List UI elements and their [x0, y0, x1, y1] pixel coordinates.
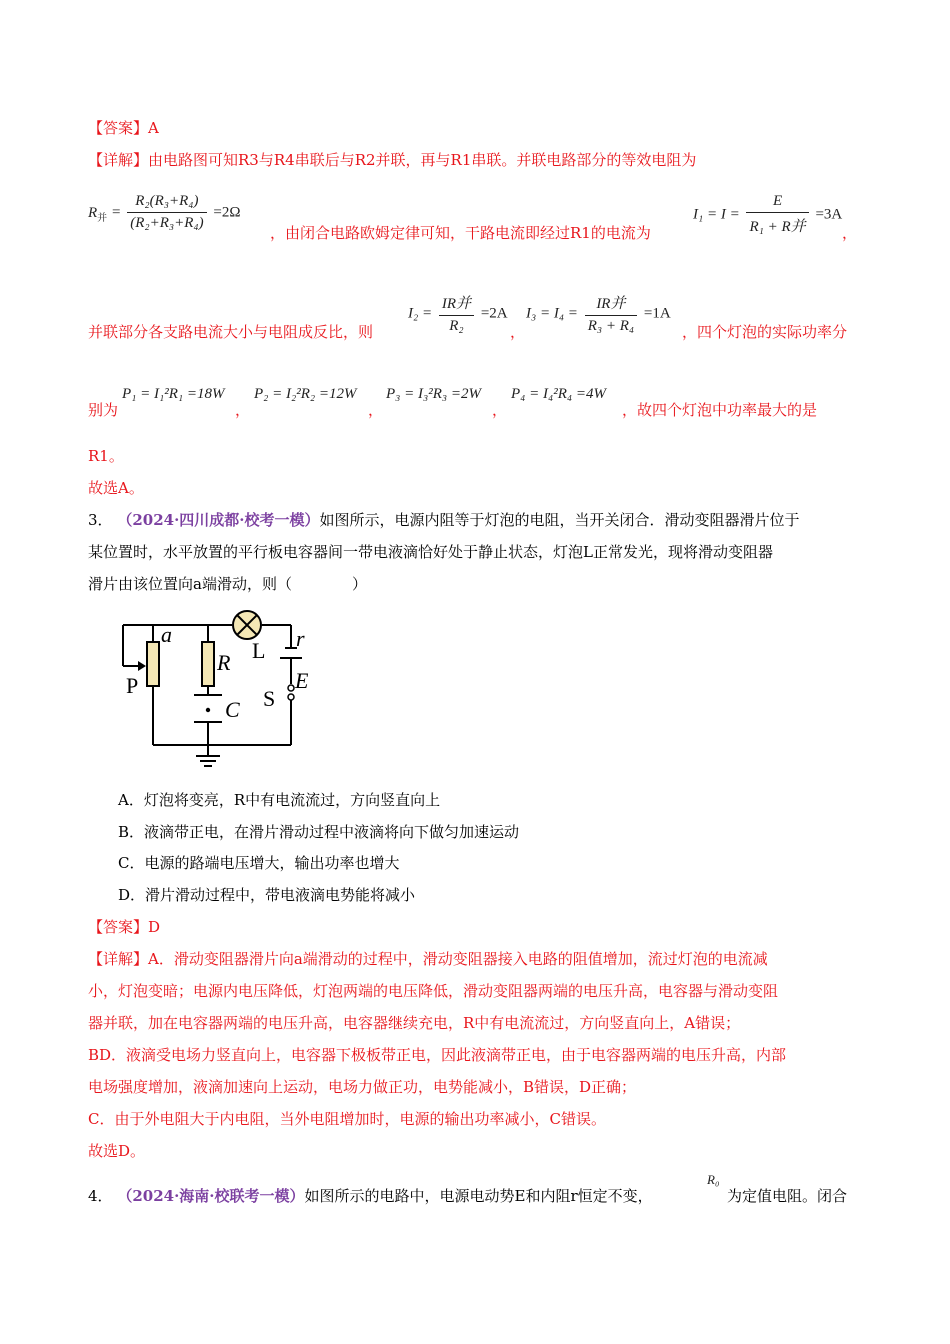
- eq-i1: I₁ = I = $\frac{E}{\text{R₁ + R并}}$ =3A: [693, 193, 843, 235]
- q3-detail-line5: 电场强度增加，液滴加速向上运动，电场力做正功，电势能减小，B错误，D正确；: [88, 1078, 637, 1096]
- q3-detail-line3: 器并联，加在电容器两端的电压升高，电容器继续充电，R中有电流流过，方向竖直向上，A错误；: [88, 1014, 741, 1032]
- detail-text: 由电路图可知R3与R4串联后与R2并联，再与R1串联。并联电路部分的等效电阻为: [148, 151, 697, 169]
- q3-stem-line1: 3． （2024·四川成都·校考一模）如图所示，电源内阻等于灯泡的电阻，当开关闭合．滑动变阻器滑片位于: [88, 511, 800, 529]
- eq-result: =2Ω: [213, 204, 241, 221]
- q4-stem: 4． （2024·海南·校联考一模）如图所示的电路中，电源电动势E和内阻r恒定不变，: [88, 1187, 653, 1205]
- detail-label: 【详解】: [88, 151, 149, 169]
- label-r: r: [296, 626, 305, 651]
- q3-detail-line6: C．由于外电阻大于内电阻，当外电阻增加时，电源的输出功率减小，C错误。: [88, 1110, 606, 1128]
- q3-answer: 【答案】D: [88, 918, 161, 936]
- label-S: S: [263, 686, 276, 711]
- eq-fraction: $\frac{\text{R₂(R₃+R₄)}}{\text{(R₂+R₃+R₄)}}$: [127, 193, 206, 232]
- comma: ，: [235, 401, 251, 419]
- circuit-diagram: [110, 600, 310, 780]
- r0-symbol: R₀: [707, 1172, 720, 1187]
- q3-detail-line4: BD．液滴受电场力竖直向上，电容器下极板带正电，因此液滴带正电，由于电容器两端的电压升高，内部: [88, 1046, 787, 1064]
- comma: ，: [510, 323, 526, 341]
- eq-i3: I₃ = I₄ = $\frac{\text{IR并}}{\text{R₃ + R₄}}$ =1A: [526, 292, 671, 335]
- eq-p1: P₁ = I₁²R₁ =18W: [122, 386, 225, 402]
- eq-i2: I₂ = $\frac{\text{IR并}}{\text{R₂}}$ =2A: [408, 292, 508, 335]
- q2-detail-line5: R1。: [88, 447, 124, 465]
- option-b: B．液滴带正电，在滑片滑动过程中液滴将向下做匀加速运动: [118, 823, 520, 841]
- q2-detail-line3-prefix: 并联部分各支路电流大小与电阻成反比，则: [88, 323, 374, 341]
- label-P: P: [126, 673, 139, 698]
- question-number: 3．: [88, 511, 113, 529]
- q2-text-after-eq1: ，由闭合电路欧姆定律可知，干路电流即经过R1的电流为: [270, 224, 651, 242]
- eq-lhs: $R_并$: [88, 204, 108, 224]
- q2-detail-line4-suffix: ，故四个灯泡中功率最大的是: [622, 401, 818, 419]
- q2-detail-line4-prefix: 别为: [88, 401, 119, 419]
- comma: ，: [842, 224, 858, 242]
- question-number: 4．: [88, 1187, 113, 1205]
- label-R: R: [217, 650, 231, 675]
- label-a: a: [161, 622, 172, 647]
- comma: ，: [492, 401, 508, 419]
- q2-detail-line1: [88, 150, 696, 170]
- q3-stem-line3: 滑片由该位置向a端滑动，则（ ）: [88, 575, 367, 593]
- q2-answer: [88, 118, 159, 138]
- eq-p4: P₄ = I₄²R₄ =4W: [511, 386, 606, 402]
- answer-value: A: [148, 119, 159, 137]
- eq-r-parallel: $R_并$ = $\frac{\text{R₂(R₃+R₄)}}{\text{(R₂+R₃+R₄)}}$ =2Ω: [88, 193, 241, 231]
- q3-detail-line2: 小，灯泡变暗；电源内电压降低，灯泡两端的电压降低，滑动变阻器两端的电压升高，电容器与滑动变阻: [88, 982, 779, 1000]
- question-source: （2024·四川成都·校考一模）: [117, 511, 320, 529]
- answer-label: 【答案】: [88, 119, 149, 137]
- label-L: L: [252, 638, 266, 663]
- q2-detail-line3-suffix: ，四个灯泡的实际功率分: [682, 323, 848, 341]
- q4-stem-suffix: 为定值电阻。闭合: [727, 1187, 848, 1205]
- label-E: E: [295, 668, 309, 693]
- comma: ，: [368, 401, 384, 419]
- q2-conclusion: 故选A。: [88, 479, 144, 497]
- label-C: C: [225, 697, 240, 722]
- option-d: D．滑片滑动过程中，带电液滴电势能将减小: [118, 886, 416, 904]
- q3-stem-line2: 某位置时，水平放置的平行板电容器间一带电液滴恰好处于静止状态，灯泡L正常发光，现将滑动变阻器: [88, 543, 773, 561]
- option-c: C．电源的路端电压增大，输出功率也增大: [118, 854, 400, 872]
- q3-detail-line1: 【详解】A．滑动变阻器滑片向a端滑动的过程中，滑动变阻器接入电路的阻值增加，流过灯泡的电流减: [88, 950, 768, 968]
- option-a: A．灯泡将变亮，R中有电流流过，方向竖直向上: [118, 791, 441, 809]
- eq-p3: P₃ = I₃²R₃ =2W: [386, 386, 481, 402]
- question-source: （2024·海南·校联考一模）: [117, 1187, 305, 1205]
- q3-conclusion: 故选D。: [88, 1142, 146, 1160]
- eq-p2: P₂ = I₂²R₂ =12W: [254, 386, 357, 402]
